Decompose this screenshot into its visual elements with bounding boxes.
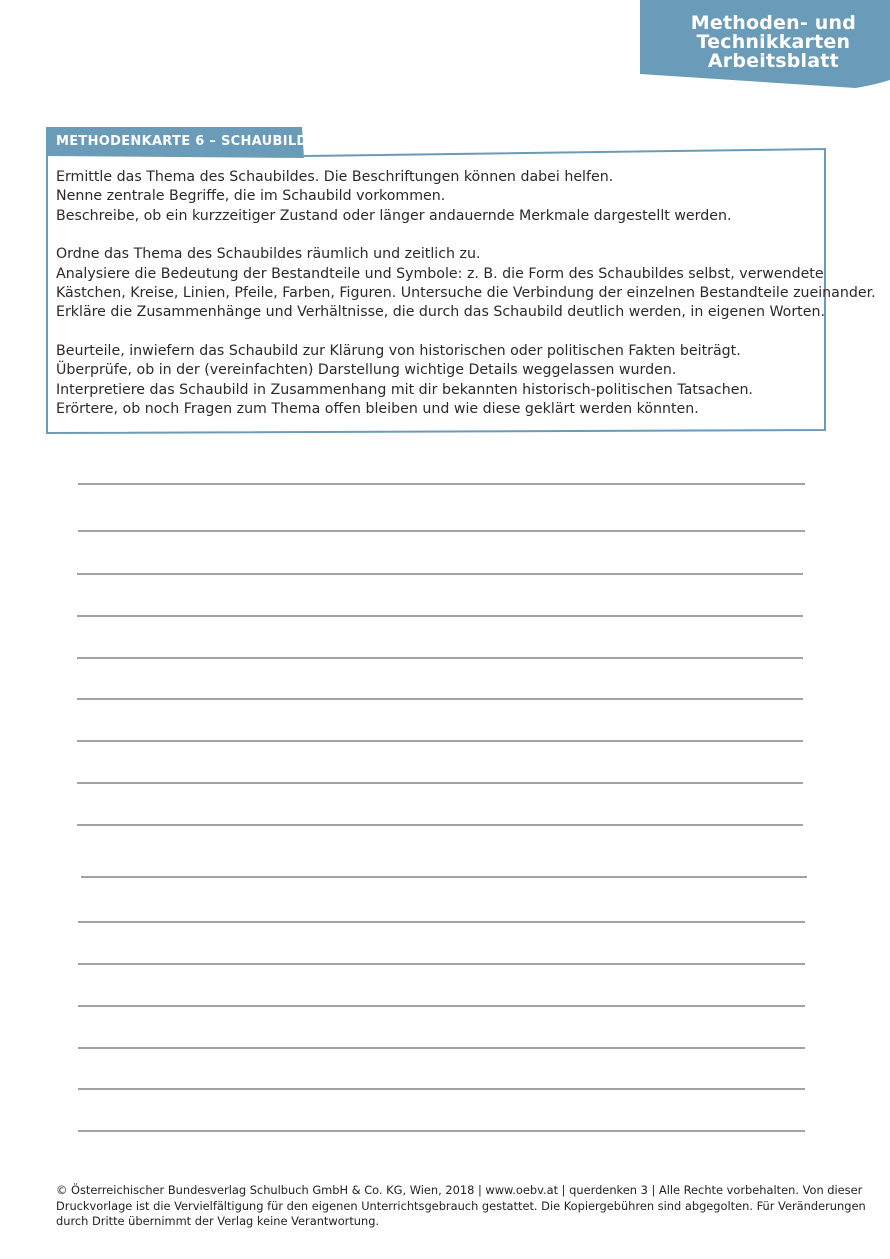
card-instructions bbox=[56, 168, 876, 438]
instruction-line: Ordne das Thema des Schaubildes räumlich und zeitlich zu. bbox=[56, 246, 481, 263]
instruction-line: Beurteile, inwiefern das Schaubild zur Klärung von historischen oder politischen Fakten beiträgt. bbox=[56, 342, 741, 359]
instruction-line: Interpretiere das Schaubild in Zusammenhang mit dir bekannten historisch-politischen Tatsachen. bbox=[56, 381, 753, 398]
instruction-line: Erörtere, ob noch Fragen zum Thema offen bleiben und wie diese geklärt werden könnten. bbox=[56, 401, 699, 418]
instruction-line: Erkläre die Zusammenhänge und Verhältnisse, die durch das Schaubild deutlich werden, in eigenen Worten. bbox=[56, 304, 825, 321]
badge-line-2: Technikkarten bbox=[696, 31, 851, 53]
instruction-group-analyze bbox=[56, 245, 876, 323]
instruction-line: Kästchen, Kreise, Linien, Pfeile, Farben, Figuren. Untersuche die Verbindung der einzelnen Bestandteile zueinander. bbox=[56, 285, 876, 302]
instruction-line: Analysiere die Bedeutung der Bestandteile und Symbole: z. B. die Form des Schaubildes selbst, verwendete bbox=[56, 265, 824, 282]
footer-line: © Österreichischer Bundesverlag Schulbuch GmbH & Co. KG, Wien, 2018 | www.oebv.at | querdenken 3 | Alle Rechte vorbehalten. Von dieser bbox=[56, 1183, 863, 1197]
instruction-group-evaluate bbox=[56, 342, 821, 420]
method-card bbox=[46, 127, 876, 434]
footer-line: Druckvorlage ist die Vervielfältigung für den eigenen Unterrichtsgebrauch gestattet. Die Kopiergebühren sind abgegolten. Für Veränderungen bbox=[56, 1198, 866, 1213]
instruction-group-describe bbox=[56, 168, 821, 226]
badge-line-1: Methoden- und bbox=[690, 12, 856, 34]
card-title: METHODENKARTE 6 – SCHAUBILD bbox=[56, 134, 308, 149]
copyright-footer bbox=[56, 1183, 866, 1230]
instruction-line: Überprüfe, ob in der (vereinfachten) Darstellung wichtige Details weggelassen wurden. bbox=[56, 362, 677, 379]
card-title-tab bbox=[46, 127, 308, 156]
instruction-line: Beschreibe, ob ein kurzzeitiger Zustand oder länger andauernde Merkmale dargestellt werden. bbox=[56, 207, 732, 224]
instruction-line: Ermittle das Thema des Schaubildes. Die Beschriftungen können dabei helfen. bbox=[56, 169, 614, 185]
worksheet-type-badge bbox=[640, 0, 890, 90]
instruction-line: Nenne zentrale Begriffe, die im Schaubild vorkommen. bbox=[56, 188, 446, 205]
badge-line-3: Arbeitsblatt bbox=[707, 50, 839, 72]
footer-line: durch Dritte übernimmt der Verlag keine Verantwortung. bbox=[56, 1214, 380, 1228]
badge-title bbox=[691, 14, 856, 71]
